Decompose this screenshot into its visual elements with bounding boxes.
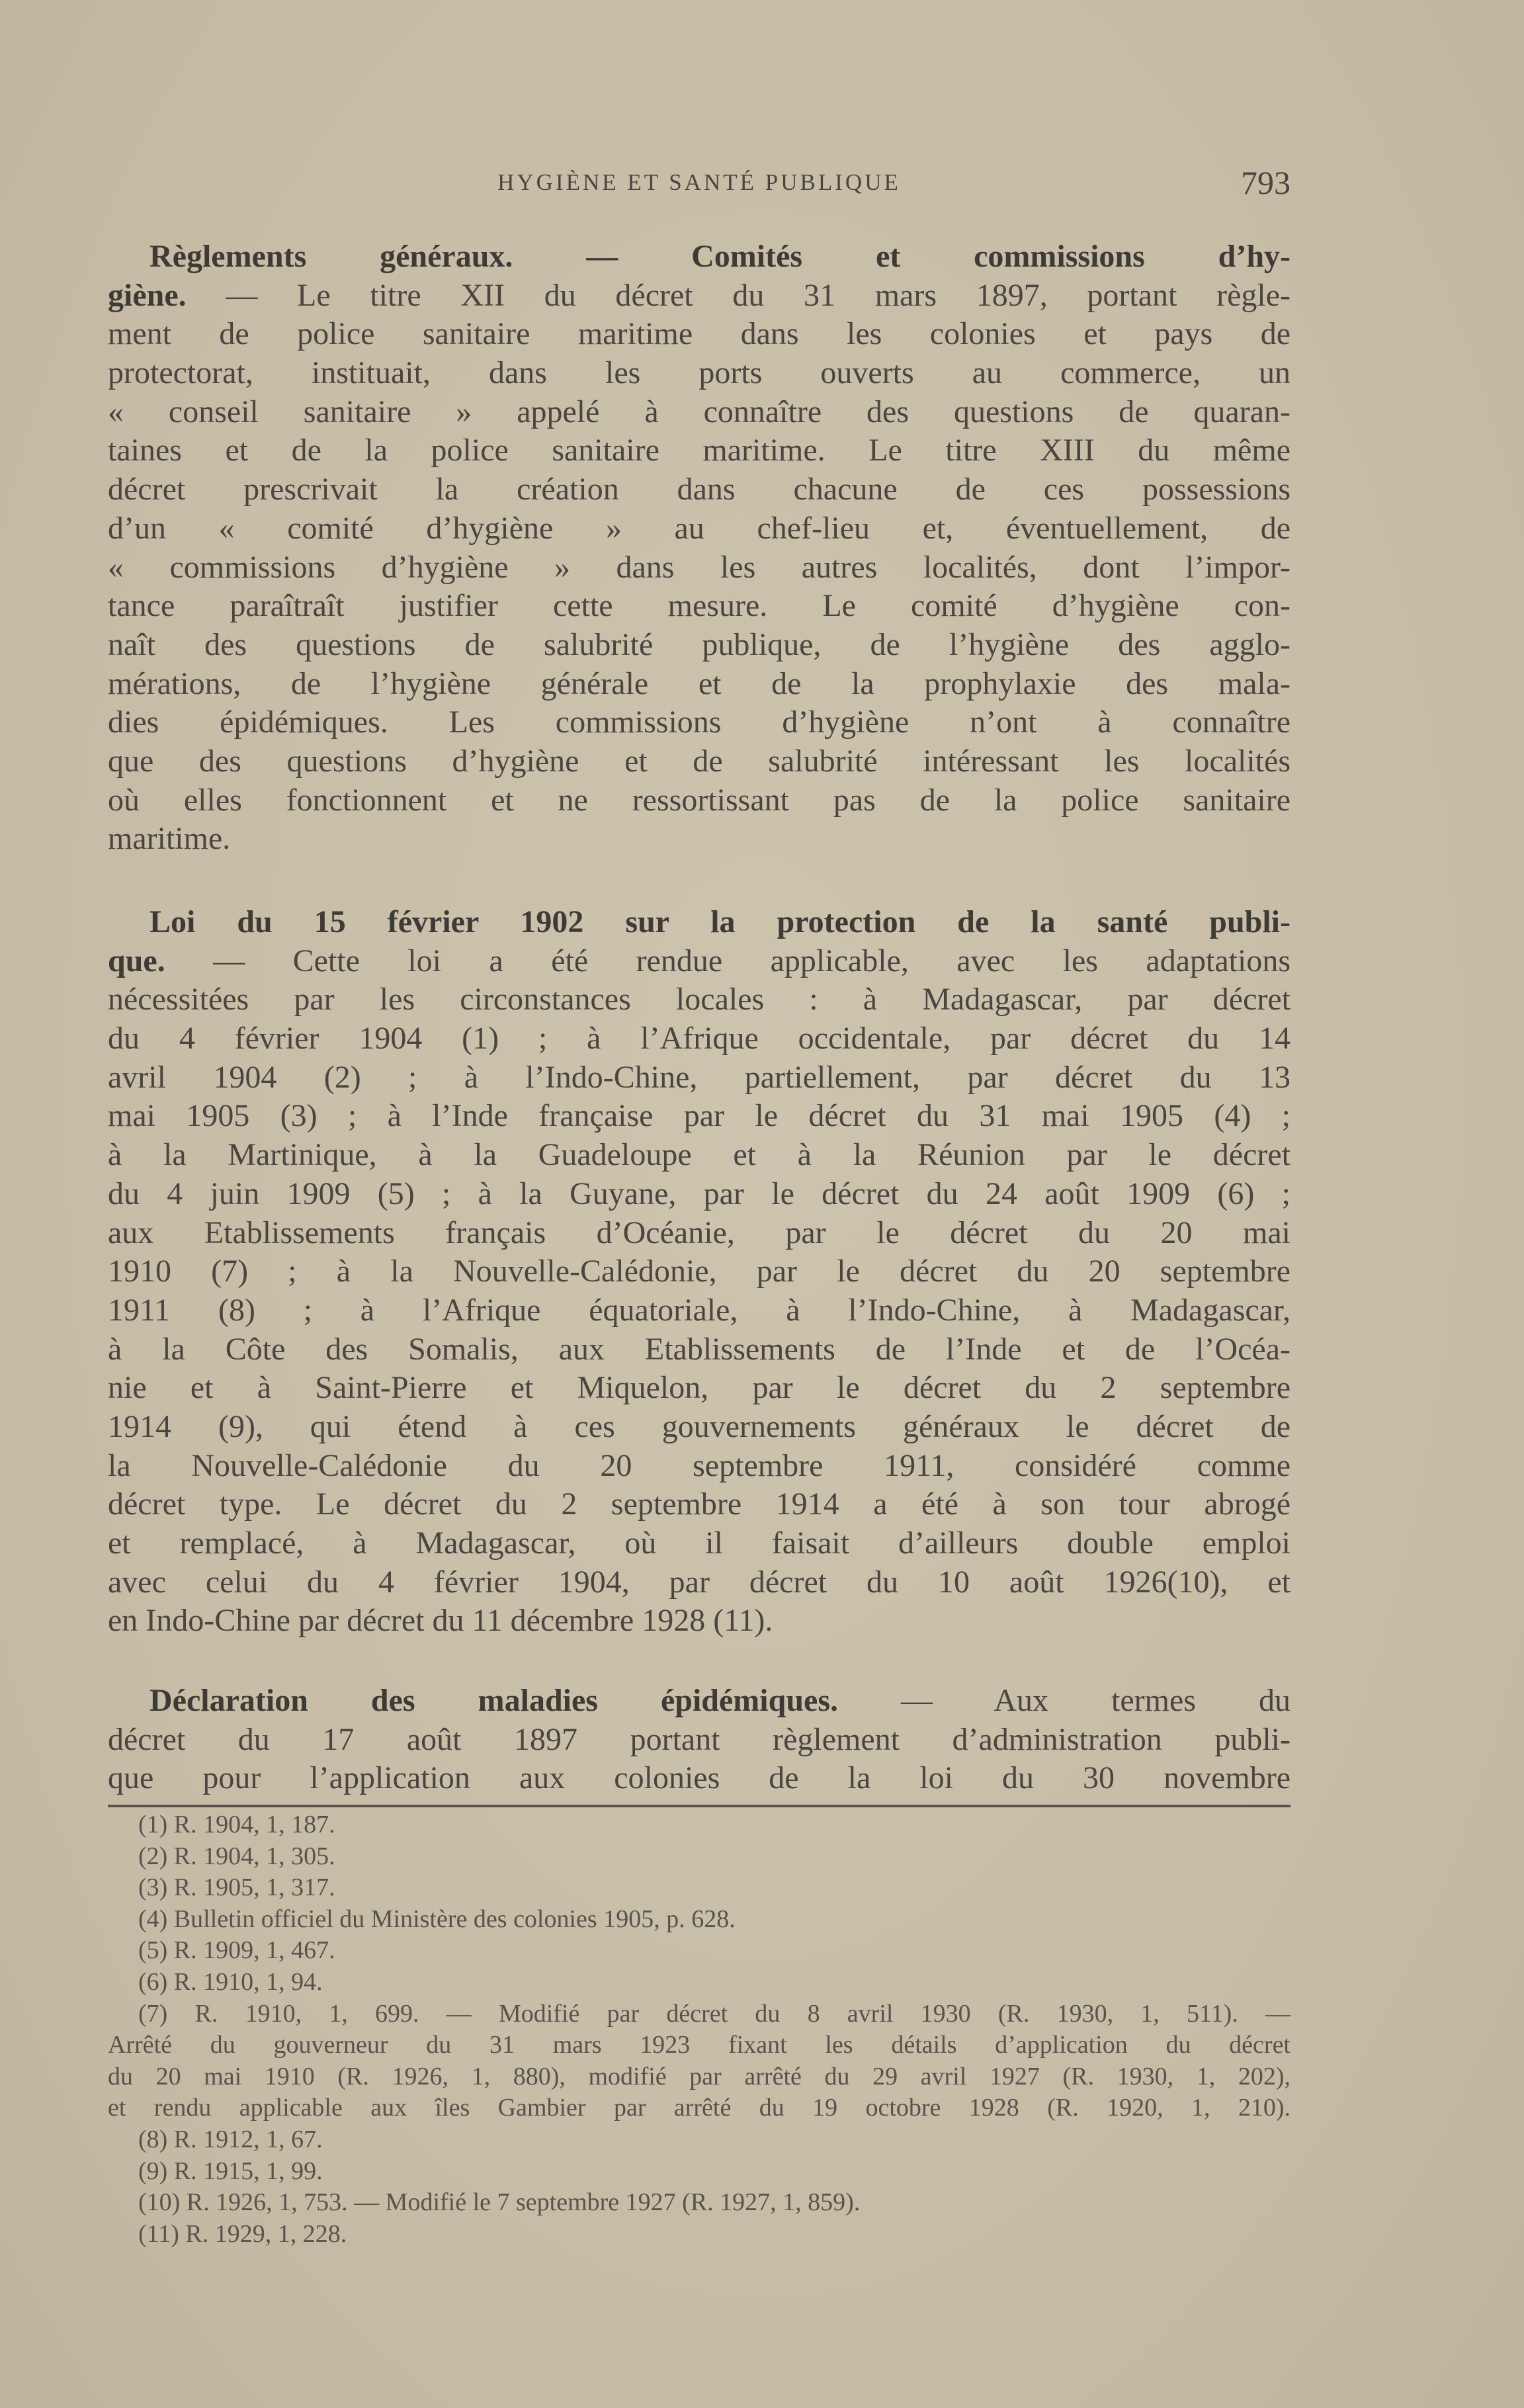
body-text: d’un « comité d’hygiène » au chef-lieu et, éventuellement, de — [108, 510, 1291, 546]
paragraph-comites-hygiene — [108, 237, 1291, 859]
body-text: décret prescrivait la création dans chacune de ces possessions — [108, 472, 1291, 507]
body-text: « commissions d’hygiène » dans les autres localités, dont l’impor- — [108, 549, 1291, 585]
text-line — [108, 315, 1291, 354]
page-number: 793 — [1241, 164, 1291, 201]
body-text: du 4 février 1904 (1) ; à l’Afrique occidentale, par décret du 14 — [108, 1021, 1291, 1056]
body-text: ment de police sanitaire maritime dans les colonies et pays de — [108, 316, 1291, 352]
footnote: (10) R. 1926, 1, 753. — Modifié le 7 septembre 1927 (R. 1927, 1, 859). — [138, 2188, 861, 2217]
footnote: (6) R. 1910, 1, 94. — [138, 1967, 323, 1996]
footnote: (9) R. 1915, 1, 99. — [138, 2157, 323, 2185]
body-text: « conseil sanitaire » appelé à connaître des questions de quaran- — [108, 394, 1291, 429]
body-text: aux Etablissements français d’Océanie, par le décret du 20 mai — [108, 1215, 1291, 1250]
text-line — [108, 354, 1291, 393]
text-line — [108, 509, 1291, 548]
section-heading: Loi du 15 février 1902 sur la protection de la santé publi- — [149, 904, 1291, 939]
text-line — [108, 1252, 1291, 1291]
text-line — [108, 1175, 1291, 1214]
text-line — [108, 548, 1291, 587]
footnote: (2) R. 1904, 1, 305. — [138, 1842, 335, 1870]
footnote: (11) R. 1929, 1, 228. — [138, 2219, 347, 2248]
body-text: décret du 17 août 1897 portant règlement d’administration publi- — [108, 1721, 1291, 1757]
body-text: taines et de la police sanitaire maritime. Le titre XIII du même — [108, 433, 1291, 468]
footnote: (7) R. 1910, 1, 699. — Modifié par décret du 8 avril 1930 (R. 1930, 1, 511). — — [138, 1999, 1291, 2028]
text-line — [108, 1721, 1291, 1760]
text-line — [108, 903, 1291, 942]
body-text: que pour l’application aux colonies de la loi du 30 novembre — [108, 1760, 1291, 1796]
body-text: que des questions d’hygiène et de salubrité intéressant les localités — [108, 743, 1291, 779]
text-line — [108, 820, 1291, 859]
footnote: (4) Bulletin officiel du Ministère des colonies 1905, p. 628. — [138, 1905, 736, 1933]
body-text: tance paraîtraît justifier cette mesure. Le comité d’hygiène con- — [108, 588, 1291, 624]
text-line — [108, 1369, 1291, 1408]
footnote: (1) R. 1904, 1, 187. — [138, 1811, 335, 1838]
text-line — [108, 393, 1291, 432]
body-text: 1910 (7) ; à la Nouvelle-Calédonie, par le décret du 20 septembre — [108, 1254, 1291, 1289]
text-line — [108, 1408, 1291, 1447]
section-heading: Règlements généraux. — Comités et commissions d’hy- — [149, 239, 1291, 274]
body-text: à la Côte des Somalis, aux Etablissements de l’Inde et de l’Océa- — [108, 1331, 1291, 1367]
text-line — [108, 665, 1291, 704]
text-line — [108, 1330, 1291, 1369]
text-line — [108, 587, 1291, 626]
text-line — [108, 1759, 1291, 1798]
body-text: mérations, de l’hygiène générale et de la prophylaxie des mala- — [108, 666, 1291, 701]
footnote-divider — [108, 1805, 1291, 1807]
section-heading: giène. — [108, 277, 187, 313]
body-text: nécessitées par les circonstances locales : à Madagascar, par décret — [108, 982, 1291, 1017]
body-text: maritime. — [108, 821, 231, 857]
body-text: 1914 (9), qui étend à ces gouvernements généraux le décret de — [108, 1408, 1291, 1444]
body-text: mai 1905 (3) ; à l’Inde française par le décret du 31 mai 1905 (4) ; — [108, 1098, 1291, 1134]
text-line — [108, 1524, 1291, 1563]
running-header-title: HYGIÈNE ET SANTÉ PUBLIQUE — [497, 169, 901, 195]
footnote: (5) R. 1909, 1, 467. — [138, 1936, 335, 1965]
body-text: protectorat, instituait, dans les ports ouverts au commerce, un — [108, 355, 1291, 391]
footnote: et rendu applicable aux îles Gambier par arrêté du 19 octobre 1928 (R. 1920, 1, 210). — [108, 2094, 1291, 2122]
body-text: — Cette loi a été rendue applicable, avec les adaptations — [165, 943, 1291, 978]
text-line — [108, 1136, 1291, 1175]
running-header — [108, 163, 1291, 202]
text-line — [108, 781, 1291, 820]
footnote: du 20 mai 1910 (R. 1926, 1, 880), modifié par arrêté du 29 avril 1927 (R. 1930, 1, 202), — [108, 2062, 1291, 2090]
text-line — [108, 237, 1291, 277]
body-text: avec celui du 4 février 1904, par décret du 10 août 1926(10), et — [108, 1564, 1291, 1600]
text-line — [108, 1563, 1291, 1602]
body-text: nie et à Saint-Pierre et Miquelon, par le décret du 2 septembre — [108, 1370, 1291, 1406]
body-text: avril 1904 (2) ; à l’Indo-Chine, partiellement, par décret du 13 — [108, 1059, 1291, 1095]
body-text: décret type. Le décret du 2 septembre 1914 a été à son tour abrogé — [108, 1486, 1291, 1522]
body-text: naît des questions de salubrité publique, de l’hygiène des agglo- — [108, 626, 1291, 662]
text-line — [108, 626, 1291, 665]
text-line — [108, 1097, 1291, 1136]
text-line — [108, 980, 1291, 1019]
footnote: (8) R. 1912, 1, 67. — [138, 2125, 323, 2153]
body-text: et remplacé, à Madagascar, où il faisait d’ailleurs double emploi — [108, 1526, 1291, 1561]
text-line — [108, 1058, 1291, 1097]
body-text: dies épidémiques. Les commissions d’hygiène n’ont à connaître — [108, 705, 1291, 740]
body-text: — Aux termes du — [838, 1683, 1291, 1718]
text-line — [108, 703, 1291, 742]
text-line — [108, 470, 1291, 509]
body-text: en Indo-Chine par décret du 11 décembre 1928 (11). — [108, 1603, 773, 1639]
text-line — [108, 1682, 1291, 1721]
text-line — [108, 1485, 1291, 1524]
text-line — [108, 742, 1291, 781]
body-text: — Le titre XII du décret du 31 mars 1897, portant règle- — [186, 277, 1291, 313]
section-heading: Déclaration des maladies épidémiques. — [149, 1683, 838, 1718]
body-text: 1911 (8) ; à l’Afrique équatoriale, à l’Indo-Chine, à Madagascar, — [108, 1292, 1291, 1328]
body-text: où elles fonctionnent et ne ressortissant pas de la police sanitaire — [108, 782, 1291, 818]
footnote: (3) R. 1905, 1, 317. — [138, 1873, 335, 1902]
footnotes — [108, 1809, 1291, 2250]
paragraph-declaration-maladies — [108, 1682, 1291, 1798]
section-heading: que. — [108, 943, 165, 978]
text-line — [108, 1447, 1291, 1486]
paragraph-loi-1902 — [108, 903, 1291, 1641]
text-line — [108, 1019, 1291, 1058]
body-text: la Nouvelle-Calédonie du 20 septembre 1911, considéré comme — [108, 1447, 1291, 1483]
text-line — [108, 277, 1291, 316]
text-line — [108, 431, 1291, 470]
footnote: Arrêté du gouverneur du 31 mars 1923 fixant les détails d’application du décret — [108, 2031, 1291, 2059]
body-text: à la Martinique, à la Guadeloupe et à la Réunion par le décret — [108, 1137, 1291, 1173]
text-line — [108, 1214, 1291, 1253]
body-text: du 4 juin 1909 (5) ; à la Guyane, par le décret du 24 août 1909 (6) ; — [108, 1176, 1291, 1211]
text-line — [108, 942, 1291, 981]
text-line — [108, 1602, 1291, 1641]
text-line — [108, 1291, 1291, 1330]
